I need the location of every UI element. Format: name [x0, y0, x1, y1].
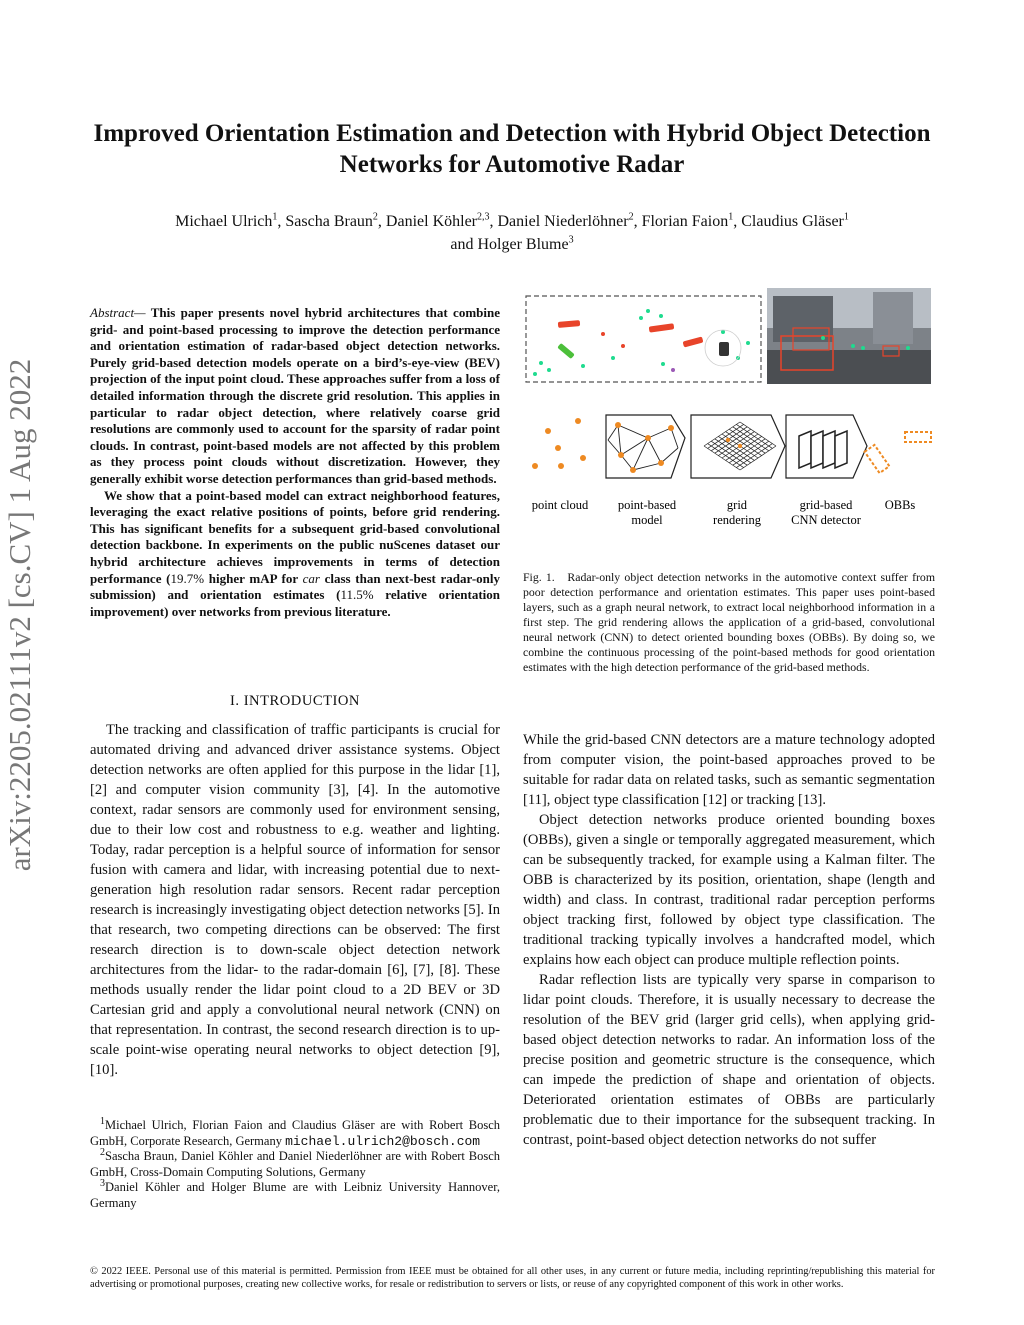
arxiv-id: arXiv:2205.02111v2 [cs.CV] 1 Aug 2022 — [2, 358, 37, 872]
label-grid-2: rendering — [713, 513, 761, 527]
abstract-label: Abstract— — [90, 305, 146, 320]
label-grid-1: grid — [726, 498, 748, 512]
obb-boxes — [865, 432, 931, 473]
author: Michael Ulrich — [175, 213, 273, 230]
footnotes — [90, 1115, 500, 1211]
paragraph: While the grid-based CNN detectors are a mature technology adopted from computer vision, the point-based approaches proved to be suitable for radar data on related tasks, such as semantic segmentation [11], object type classification [12] or tracking [13]. — [523, 732, 935, 808]
right-column-text — [523, 730, 935, 1150]
paragraph: Object detection networks produce oriented bounding boxes (OBBs), given a single or temporally aggregated measurement, which can be subsequently tracked, for example using a Kalman filter. The OBB is characterized by its position, orientation, shape (length and width) and class. In contrast, traditional radar perception performs object tracking first, followed by object type classification. The traditional tracking typically involves a handcrafted model, which explains how each object can produce multiple reflection points. — [523, 812, 935, 968]
paragraph: The tracking and classification of traffic participants is crucial for automated driving and advanced driver assistance systems. Object detection networks are often applied for this purpose in the lidar [1], [2] and computer vision community [3], [4]. In the automotive context, radar sensors are commonly used for environment sensing, due to their low cost and robustness to e.g. weather and lighting. Today, radar perception is a helpful source of information for sensor fusion with camera and lidar, with increasing potential due to next-generation high resolution radar sensors. Recent radar perception research is increasingly investigating object detection networks [5]. In that research, two competing directions can be observed: The first research direction is to down-scale object detection network architectures from the lidar- to the radar-domain [6], [7], [8]. These methods usually render the lidar point cloud to a 2D BEV or 3D Cartesian grid and apply a convolutional neural network (CNN) on that representation. In contrast, the second research direction is to up-scale point-wise operating neural networks to object detection [9], [10]. — [90, 722, 500, 1078]
copyright-notice: © 2022 IEEE. Personal use of this material is permitted. Permission from IEEE must be obtained for all other uses, in any current or future media, including reprinting/republishing this material for advertising or promotional purposes, creating new collective works, for resale or redistribution to servers or lists, or reuse of any copyrighted component of this work in other works. — [90, 1266, 935, 1290]
caption-label: Fig. 1. — [523, 570, 555, 584]
footnote: $^1$Michael Ulrich, Florian Faion and Claudius Gläser are with Robert Bosch GmbH, Corporate Research, Germany michael.ulrich2@bosch.com — [90, 1115, 500, 1149]
author-line-2: and Holger Blume$^3$ — [450, 234, 574, 253]
caption-text: Radar-only object detection networks in the automotive context suffer from poor detection performance and orientation estimates. This paper uses point-based layers, such as a graph neural network, to extract local neighborhood information in a first step. The grid rendering allows the application of a grid-based, convolutional neural network (CNN) to detect oriented bounding boxes (OBBs). By doing so, we combine the continuous processing of the point-based methods for good orientation estimates with the high detection performance of the grid-based methods. — [523, 570, 935, 674]
author-list — [90, 210, 934, 256]
abstract — [90, 305, 500, 620]
cnn-detector-block — [786, 415, 867, 478]
author: Sascha Braun — [285, 213, 373, 230]
figure-caption — [523, 570, 935, 675]
abstract-paragraph: We show that a point-based model can extract neighborhood features, leveraging the exact relative positions of points, before grid rendering. This has significant benefits for a subsequent grid-based convolutional detection backbone. In experiments on the public nuScenes dataset our hybrid architecture achieves improvements in terms of detection performance (19.7% higher mAP for car class than next-best radar-only submission) and orientation estimates (11.5% relative orientation improvement) over networks from previous literature. — [90, 487, 500, 619]
section-heading: I. INTRODUCTION — [230, 693, 360, 709]
author: Claudius Gläser — [741, 213, 844, 230]
camera-image — [767, 288, 931, 384]
footnote: $^3$Daniel Köhler and Holger Blume are with Leibniz University Hannover, Germany — [90, 1177, 500, 1210]
introduction-text — [90, 720, 500, 1080]
paper-title: Improved Orientation Estimation and Detection with Hybrid Object Detection Networks for Automotive Radar — [93, 120, 931, 178]
grid-rendering-block — [691, 415, 785, 478]
label-point-cloud: point cloud — [531, 498, 589, 512]
author: Daniel Niederlöhner — [497, 213, 629, 230]
point-based-model-block — [606, 415, 685, 478]
paragraph: Radar reflection lists are typically very sparse in comparison to lidar point clouds. Therefore, it is usually necessary to decrease the resolution of the BEV grid (larger grid cells), when applying grid-based object detection networks to radar. An information loss of the precise position and geometric structure is the consequence, which can impede the prediction of shape and orientation of objects. Deteriorated orientation estimates of OBBs are particularly problematic due to their importance for the subsequent tracking. In contrast, point-based object detection networks do not suffer — [523, 972, 935, 1148]
label-cnn-1: grid-based — [799, 498, 853, 512]
figure-1 — [523, 288, 935, 533]
bev-panel — [526, 296, 761, 382]
bev-radar-points — [533, 309, 750, 376]
point-cloud-points — [532, 418, 586, 469]
arxiv-stamp — [0, 0, 40, 1325]
author: Daniel Köhler — [385, 213, 477, 230]
author-line-1: Michael Ulrich$^1$, Sascha Braun$^2$, Daniel Köhler$^{2,3}$, Daniel Niederlöhner$^2$, Florian Faion$^1$, Claudius Gläser$^1$ — [175, 211, 849, 230]
label-point-based-1: point-based — [617, 498, 677, 512]
label-obbs: OBBs — [884, 498, 916, 512]
email: michael.ulrich2@bosch.com — [285, 1133, 481, 1149]
figure-1-graphic — [523, 288, 935, 533]
label-point-based-2: model — [631, 513, 663, 527]
abstract-paragraph: Abstract— This paper presents novel hybrid architectures that combine grid- and point-based processing to improve the detection performance and orientation estimation of radar-based object detection networks. Purely grid-based detection models operate on a bird’s-eye-view (BEV) projection of the input point cloud. These approaches suffer from a loss of detailed information through the discrete grid resolution. This applies in particular to radar object detection, where relatively coarse grid resolutions are commonly used to account for the sparsity of radar point clouds. In contrast, point-based models are not affected by this problem as they process point clouds without discretization. However, they generally exhibit worse detection performances than grid-based methods. — [90, 305, 500, 486]
footnote: $^2$Sascha Braun, Daniel Köhler and Daniel Niederlöhner are with Robert Bosch GmbH, Cross-Domain Computing Solutions, Germany — [90, 1146, 500, 1179]
author: Florian Faion — [641, 213, 729, 230]
label-cnn-2: CNN detector — [791, 513, 861, 527]
author: and Holger Blume — [450, 236, 569, 253]
